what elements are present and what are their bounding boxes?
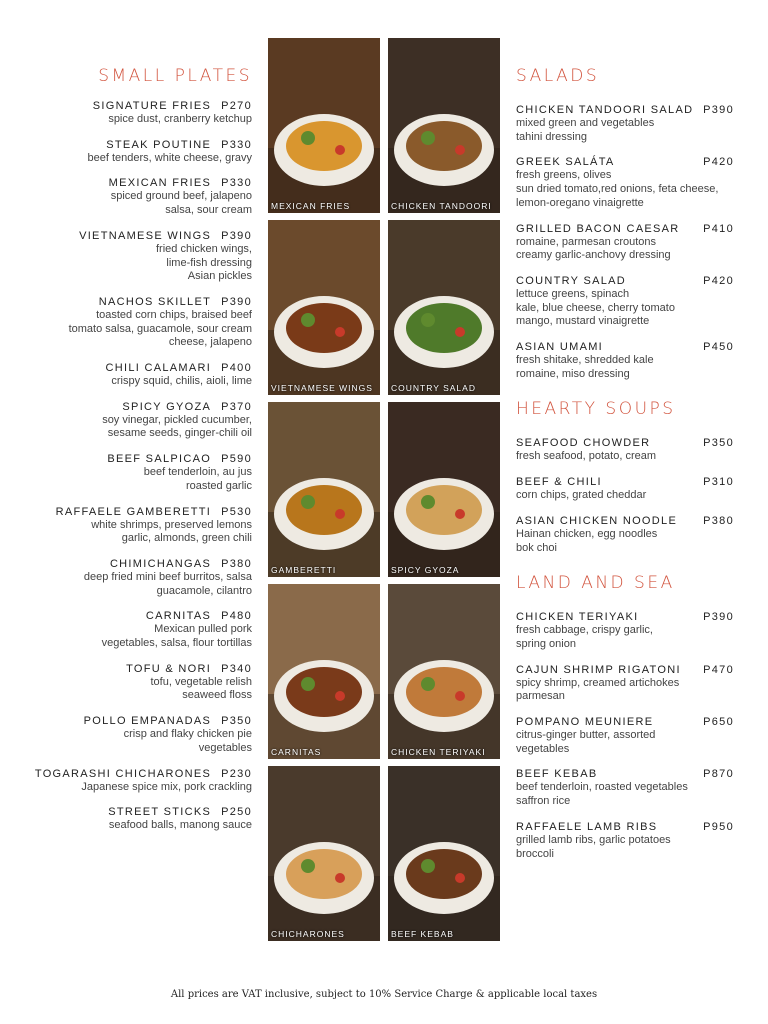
menu-item-description: crispy squid, chilis, aioli, lime bbox=[111, 375, 252, 388]
menu-item-header bbox=[516, 222, 734, 236]
menu-item-description: lettuce greens, spinach kale, blue cheese, cherry tomato mango, mustard vinaigrette bbox=[516, 287, 675, 328]
menu-item-price: P350 bbox=[703, 437, 734, 450]
menu-item-description: fresh cabbage, crispy garlic, spring onion bbox=[516, 624, 653, 650]
food-photo-label: CHICKEN TERIYAKI bbox=[391, 747, 486, 757]
menu-item-header bbox=[516, 715, 734, 729]
food-photo-image bbox=[388, 402, 500, 577]
menu-item bbox=[20, 99, 252, 127]
hearty-soups-section bbox=[516, 395, 734, 555]
menu-item-header bbox=[20, 557, 252, 571]
menu-item-price: P450 bbox=[703, 341, 734, 354]
menu-item bbox=[516, 436, 734, 464]
menu-item bbox=[20, 176, 252, 217]
menu-item-name: SPICY GYOZA bbox=[122, 400, 212, 413]
menu-item-price: P410 bbox=[703, 222, 734, 235]
food-photo bbox=[268, 766, 380, 941]
menu-item-description: citrus-ginger butter, assorted vegetables bbox=[516, 729, 656, 755]
menu-item-price: P390 bbox=[221, 229, 252, 242]
menu-item bbox=[20, 229, 252, 284]
salads-section bbox=[516, 62, 734, 381]
menu-item bbox=[20, 805, 252, 833]
menu-item-price: P420 bbox=[703, 156, 734, 169]
menu-item bbox=[516, 767, 734, 808]
menu-item bbox=[516, 155, 734, 210]
menu-item-header bbox=[20, 361, 252, 375]
menu-item-header bbox=[20, 609, 252, 623]
menu-item-price: P950 bbox=[703, 820, 734, 833]
food-photo-label: CHICKEN TANDOORI bbox=[391, 201, 492, 211]
small-plates-list bbox=[20, 99, 252, 833]
hearty-soups-list bbox=[516, 436, 734, 555]
menu-item-name: RAFFAELE LAMB RIBS bbox=[516, 820, 658, 833]
menu-item-header bbox=[20, 767, 252, 781]
menu-item-header bbox=[20, 805, 252, 819]
food-photo-image bbox=[268, 402, 380, 577]
menu-item-name: SEAFOOD CHOWDER bbox=[516, 437, 651, 450]
menu-item-header bbox=[516, 475, 734, 489]
menu-item-description: deep fried mini beef burritos, salsa guacamole, cilantro bbox=[83, 570, 252, 597]
menu-item-description: fresh greens, olives sun dried tomato,red onions, feta cheese, lemon-oregano vinaigrette bbox=[516, 169, 719, 209]
food-photo bbox=[268, 584, 380, 759]
menu-item-description: beef tenderloin, roasted vegetables saffron rice bbox=[516, 781, 688, 808]
menu-item bbox=[516, 222, 734, 263]
food-photo-label: BEEF KEBAB bbox=[391, 929, 454, 939]
menu-item-header bbox=[516, 663, 734, 677]
menu-item-name: TOFU & NORI bbox=[126, 662, 212, 675]
food-photo bbox=[388, 402, 500, 577]
food-photo-image bbox=[268, 584, 380, 759]
menu-item-description: toasted corn chips, braised beef tomato salsa, guacamole, sour cream cheese, jalapeno bbox=[68, 308, 252, 349]
menu-item-price: P230 bbox=[221, 767, 252, 780]
food-photo-image bbox=[388, 766, 500, 941]
menu-item-description: fried chicken wings, lime-fish dressing Asian pickles bbox=[156, 242, 252, 283]
menu-item-name: MEXICAN FRIES bbox=[108, 177, 212, 190]
menu-item-description: fresh shitake, shredded kale romaine, miso dressing bbox=[516, 354, 654, 380]
menu-item-description: tofu, vegetable relish seaweed floss bbox=[150, 675, 252, 702]
menu-item-price: P380 bbox=[221, 557, 252, 570]
salads-list bbox=[516, 103, 734, 381]
food-photo-label: GAMBERETTI bbox=[271, 565, 337, 575]
menu-item-name: COUNTRY SALAD bbox=[516, 274, 627, 287]
food-photo bbox=[268, 402, 380, 577]
menu-item-name: ASIAN UMAMI bbox=[516, 341, 604, 354]
menu-item bbox=[516, 274, 734, 329]
small-plates-title: SMALL PLATES bbox=[98, 66, 252, 86]
menu-item bbox=[516, 103, 734, 144]
food-photo bbox=[268, 220, 380, 395]
menu-item bbox=[516, 514, 734, 555]
menu-item-header bbox=[20, 400, 252, 414]
food-photo bbox=[388, 38, 500, 213]
food-photo-image bbox=[268, 38, 380, 213]
menu-item-price: P350 bbox=[221, 715, 252, 728]
menu-item-price: P390 bbox=[703, 104, 734, 116]
food-photo-image bbox=[268, 220, 380, 395]
menu-item-name: POLLO EMPANADAS bbox=[83, 715, 212, 728]
menu-item bbox=[20, 662, 252, 703]
menu-item-header bbox=[20, 662, 252, 676]
menu-item-description: Mexican pulled pork vegetables, salsa, flour tortillas bbox=[101, 623, 252, 650]
menu-item-name: ASIAN CHICKEN NOODLE bbox=[516, 514, 678, 527]
menu-item-description: beef tenders, white cheese, gravy bbox=[87, 151, 252, 164]
menu-item-price: P650 bbox=[703, 716, 734, 729]
menu-item-header bbox=[516, 340, 734, 354]
menu-item bbox=[20, 609, 252, 650]
food-photo bbox=[388, 766, 500, 941]
menu-item-header bbox=[20, 505, 252, 519]
menu-item-header bbox=[20, 452, 252, 466]
menu-item-name: BEEF SALPICAO bbox=[107, 453, 212, 466]
menu-item-description: Japanese spice mix, pork crackling bbox=[81, 780, 252, 793]
menu-item-header bbox=[20, 229, 252, 243]
menu-item-description: white shrimps, preserved lemons garlic, almonds, green chili bbox=[91, 518, 252, 545]
menu-item-name: SIGNATURE FRIES bbox=[92, 100, 212, 112]
food-photo-image bbox=[388, 220, 500, 395]
menu-item-header bbox=[516, 610, 734, 624]
menu-item bbox=[516, 475, 734, 503]
menu-item-header bbox=[516, 820, 734, 834]
menu-item-name: VIETNAMESE WINGS bbox=[79, 229, 212, 242]
menu-item-price: P390 bbox=[703, 611, 734, 624]
menu-item-header bbox=[516, 767, 734, 781]
menu-item-name: CARNITAS bbox=[145, 610, 212, 623]
menu-item-header bbox=[516, 155, 734, 169]
menu-item bbox=[516, 715, 734, 756]
menu-item-name: STREET STICKS bbox=[108, 806, 212, 819]
menu-item-price: P400 bbox=[221, 362, 252, 375]
menu-item bbox=[20, 505, 252, 546]
food-photo-image bbox=[268, 766, 380, 941]
menu-item-description: spiced ground beef, jalapeno salsa, sour cream bbox=[110, 190, 252, 217]
menu-item-name: CHIMICHANGAS bbox=[109, 557, 212, 570]
food-photo-image bbox=[388, 38, 500, 213]
menu-item-name: CHICKEN TANDOORI SALAD bbox=[516, 104, 694, 116]
menu-item bbox=[20, 400, 252, 441]
land-and-sea-title: LAND AND SEA bbox=[516, 573, 675, 594]
menu-item bbox=[20, 767, 252, 795]
menu-item-header bbox=[20, 295, 252, 309]
menu-item bbox=[516, 610, 734, 651]
menu-item-description: seafood balls, manong sauce bbox=[108, 819, 252, 832]
food-photo-label: VIETNAMESE WINGS bbox=[271, 383, 373, 393]
menu-item-price: P380 bbox=[703, 514, 734, 527]
small-plates-section bbox=[20, 62, 252, 844]
menu-item bbox=[516, 820, 734, 861]
menu-item-header bbox=[516, 103, 734, 117]
menu-item-description: beef tenderloin, au jus roasted garlic bbox=[143, 466, 252, 492]
food-photo-label: SPICY GYOZA bbox=[391, 565, 460, 575]
menu-item-price: P270 bbox=[221, 100, 252, 112]
menu-item-price: P480 bbox=[221, 610, 252, 623]
menu-item bbox=[20, 557, 252, 598]
menu-item-name: POMPANO MEUNIERE bbox=[516, 716, 654, 729]
food-photo bbox=[388, 584, 500, 759]
menu-item bbox=[516, 340, 734, 381]
menu-item-price: P330 bbox=[221, 138, 252, 151]
menu-item-description: mixed green and vegetables tahini dressing bbox=[516, 117, 655, 143]
menu-item-name: CHILI CALAMARI bbox=[105, 362, 212, 375]
menu-item-description: spice dust, cranberry ketchup bbox=[108, 113, 252, 125]
menu-item-description: crisp and flaky chicken pie vegetables bbox=[123, 728, 252, 754]
menu-item bbox=[20, 714, 252, 755]
menu-item-header bbox=[20, 714, 252, 728]
salads-title: SALADS bbox=[516, 66, 600, 86]
menu-item-name: GRILLED BACON CAESAR bbox=[516, 222, 680, 235]
menu-item-header bbox=[516, 436, 734, 450]
menu-item-description: Hainan chicken, egg noodles bok choi bbox=[516, 527, 658, 554]
menu-item-header bbox=[516, 274, 734, 288]
menu-item-header bbox=[20, 99, 252, 113]
menu-item-description: grilled lamb ribs, garlic potatoes broccoli bbox=[516, 833, 671, 860]
menu-item bbox=[20, 452, 252, 493]
menu-item-description: romaine, parmesan croutons creamy garlic-anchovy dressing bbox=[516, 235, 671, 262]
menu-item-name: RAFFAELE GAMBERETTI bbox=[55, 505, 212, 518]
menu-item-name: BEEF & CHILI bbox=[516, 476, 602, 489]
land-and-sea-list bbox=[516, 610, 734, 861]
menu-item-name: BEEF KEBAB bbox=[516, 768, 598, 781]
food-photo bbox=[268, 38, 380, 213]
menu-item bbox=[20, 295, 252, 350]
land-and-sea-section bbox=[516, 569, 734, 861]
menu-item-price: P530 bbox=[221, 505, 252, 518]
hearty-soups-title: HEARTY SOUPS bbox=[516, 399, 676, 420]
menu-item-price: P370 bbox=[221, 400, 252, 413]
menu-item-description: spicy shrimp, creamed artichokes parmesan bbox=[516, 676, 680, 703]
food-photo-label: CHICHARONES bbox=[271, 929, 345, 939]
menu-item-price: P390 bbox=[221, 295, 252, 308]
right-column bbox=[516, 62, 734, 875]
photo-grid bbox=[268, 38, 500, 942]
menu-item-price: P340 bbox=[221, 662, 252, 675]
menu-item bbox=[516, 663, 734, 704]
menu-item-price: P310 bbox=[703, 476, 734, 489]
menu-item-header bbox=[20, 176, 252, 190]
food-photo-label: COUNTRY SALAD bbox=[391, 383, 476, 393]
footer-note: All prices are VAT inclusive, subject to 10% Service Charge & applicable local taxes bbox=[170, 989, 598, 1000]
menu-item-price: P250 bbox=[221, 806, 252, 819]
menu-item-name: CAJUN SHRIMP RIGATONI bbox=[516, 663, 681, 676]
menu-item-description: fresh seafood, potato, cream bbox=[516, 450, 657, 463]
menu-item-header bbox=[20, 138, 252, 152]
menu-item-name: TOGARASHI CHICHARONES bbox=[34, 767, 212, 780]
food-photo bbox=[388, 220, 500, 395]
menu-item bbox=[20, 138, 252, 166]
menu-item-price: P470 bbox=[703, 663, 734, 676]
food-photo-image bbox=[388, 584, 500, 759]
menu-item-price: P590 bbox=[221, 453, 252, 466]
menu-item-name: STEAK POUTINE bbox=[106, 138, 212, 151]
menu-item-price: P870 bbox=[703, 768, 734, 781]
menu-item-name: NACHOS SKILLET bbox=[98, 295, 212, 308]
menu-item-price: P330 bbox=[221, 177, 252, 190]
food-photo-label: MEXICAN FRIES bbox=[271, 201, 351, 211]
menu-item-description: soy vinegar, pickled cucumber, sesame seeds, ginger-chili oil bbox=[102, 413, 252, 440]
menu-item-price: P420 bbox=[703, 274, 734, 287]
menu-item-header bbox=[516, 514, 734, 528]
menu-item-description: corn chips, grated cheddar bbox=[516, 489, 647, 502]
food-photo-label: CARNITAS bbox=[271, 747, 322, 757]
menu-item bbox=[20, 361, 252, 389]
menu-item-name: CHICKEN TERIYAKI bbox=[516, 611, 639, 624]
menu-item-name: GREEK SALÁTA bbox=[516, 156, 615, 169]
